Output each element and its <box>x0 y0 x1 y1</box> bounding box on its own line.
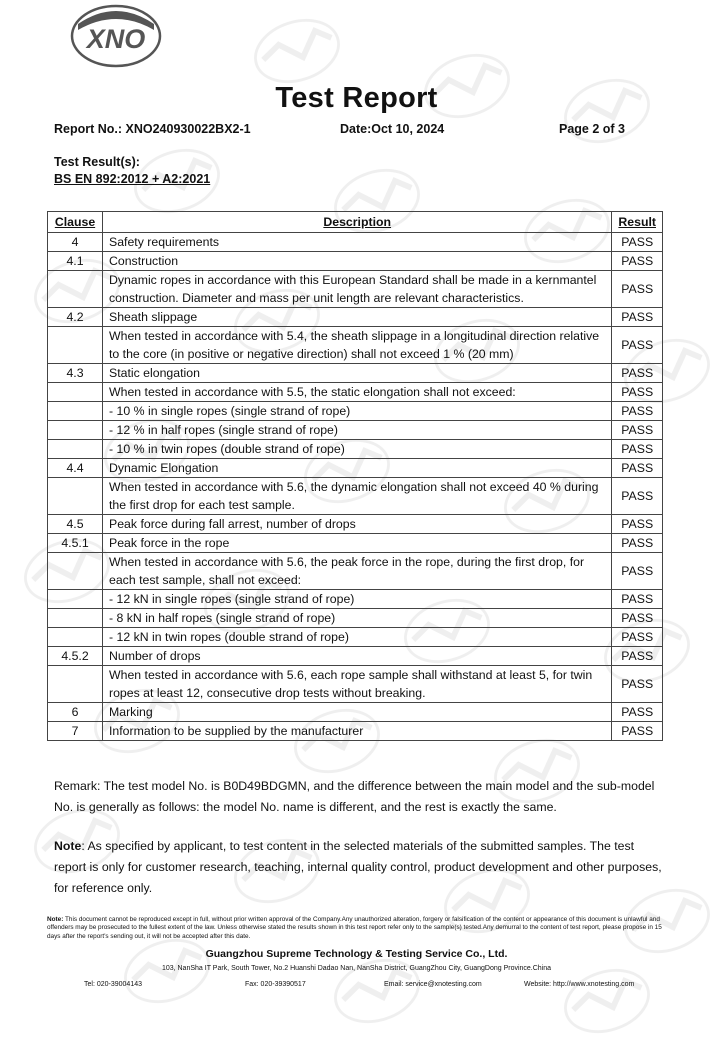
clause-cell <box>48 402 103 421</box>
table-row <box>48 647 663 666</box>
clause-cell: 4.1 <box>48 252 103 271</box>
clause-cell <box>48 609 103 628</box>
result-cell: PASS <box>612 252 663 271</box>
description-cell: When tested in accordance with 5.4, the sheath slippage in a longitudinal direction relative to the core (in positive or negative direction) shall not exceed 1 % (20 mm) <box>103 327 612 364</box>
result-cell: PASS <box>612 515 663 534</box>
table-row <box>48 703 663 722</box>
clause-cell: 6 <box>48 703 103 722</box>
result-cell: PASS <box>612 383 663 402</box>
table-row <box>48 609 663 628</box>
result-cell: PASS <box>612 647 663 666</box>
clause-cell: 4.5.1 <box>48 534 103 553</box>
standard-reference: BS EN 892:2012 + A2:2021 <box>54 172 211 186</box>
result-cell: PASS <box>612 459 663 478</box>
clause-cell: 4.4 <box>48 459 103 478</box>
result-cell: PASS <box>612 440 663 459</box>
clause-cell: 4.3 <box>48 364 103 383</box>
result-cell: PASS <box>612 628 663 647</box>
result-cell: PASS <box>612 666 663 703</box>
table-row <box>48 722 663 741</box>
remark-text: Remark: The test model No. is B0D49BDGMN, and the difference between the main model and the sub-model No. is generally as follows: the model No. name is different, and the rest is exactly the same. <box>54 779 655 814</box>
clause-header: Clause <box>48 212 103 233</box>
description-cell: - 10 % in single ropes (single strand of rope) <box>103 402 612 421</box>
result-cell: PASS <box>612 703 663 722</box>
description-cell: Construction <box>103 252 612 271</box>
table-row <box>48 553 663 590</box>
result-cell: PASS <box>612 308 663 327</box>
logo-text: XNO <box>86 24 146 54</box>
clause-cell: 7 <box>48 722 103 741</box>
description-cell: Information to be supplied by the manufacturer <box>103 722 612 741</box>
result-cell: PASS <box>612 271 663 308</box>
table-row <box>48 628 663 647</box>
results-table <box>47 211 663 741</box>
clause-cell <box>48 590 103 609</box>
test-results-label: Test Result(s): <box>54 155 140 169</box>
description-cell: - 12 % in half ropes (single strand of rope) <box>103 421 612 440</box>
table-row <box>48 271 663 308</box>
clause-cell <box>48 440 103 459</box>
table-row <box>48 440 663 459</box>
description-cell: Peak force in the rope <box>103 534 612 553</box>
result-cell: PASS <box>612 364 663 383</box>
clause-cell: 4.5.2 <box>48 647 103 666</box>
description-cell: Safety requirements <box>103 233 612 252</box>
result-cell: PASS <box>612 327 663 364</box>
table-row <box>48 534 663 553</box>
clause-cell <box>48 327 103 364</box>
result-cell: PASS <box>612 478 663 515</box>
result-cell: PASS <box>612 722 663 741</box>
table-row <box>48 478 663 515</box>
note-label: Note <box>54 839 82 853</box>
result-cell: PASS <box>612 590 663 609</box>
clause-cell <box>48 628 103 647</box>
description-cell: - 10 % in twin ropes (double strand of rope) <box>103 440 612 459</box>
clause-cell: 4 <box>48 233 103 252</box>
description-cell: - 8 kN in half ropes (single strand of rope) <box>103 609 612 628</box>
description-cell: Static elongation <box>103 364 612 383</box>
result-cell: PASS <box>612 233 663 252</box>
description-cell: Peak force during fall arrest, number of drops <box>103 515 612 534</box>
telephone: Tel: 020-39004143 <box>84 981 142 988</box>
table-row <box>48 459 663 478</box>
result-cell: PASS <box>612 402 663 421</box>
description-cell: Marking <box>103 703 612 722</box>
legal-footnote <box>47 916 667 941</box>
description-cell: When tested in accordance with 5.6, the dynamic elongation shall not exceed 40 % during the first drop for each test sample. <box>103 478 612 515</box>
table-row <box>48 590 663 609</box>
description-header: Description <box>103 212 612 233</box>
table-row <box>48 327 663 364</box>
website: Website: http://www.xnotesting.com <box>524 981 635 988</box>
report-date: Date:Oct 10, 2024 <box>340 122 445 136</box>
description-cell: - 12 kN in single ropes (single strand of rope) <box>103 590 612 609</box>
result-cell: PASS <box>612 421 663 440</box>
page-title: Test Report <box>275 82 438 114</box>
result-cell: PASS <box>612 534 663 553</box>
note-text: : As specified by applicant, to test content in the selected materials of the submitted samples. The test report is only for customer research, teaching, internal quality control, product development and other purposes, for reference only. <box>54 839 662 895</box>
description-cell: Sheath slippage <box>103 308 612 327</box>
company-address: 103, NanSha IT Park, South Tower, No.2 Huanshi Dadao Nan, NanSha District, GuangZhou City, GuangDong Province.China <box>161 965 552 972</box>
table-row <box>48 364 663 383</box>
report-number: Report No.: XNO240930022BX2-1 <box>54 122 251 136</box>
email: Email: service@xnotesting.com <box>384 981 482 988</box>
footnote-label: Note: <box>47 916 64 923</box>
table-row <box>48 308 663 327</box>
description-cell: Number of drops <box>103 647 612 666</box>
clause-cell <box>48 421 103 440</box>
page-number: Page 2 of 3 <box>559 122 625 136</box>
result-cell: PASS <box>612 553 663 590</box>
description-cell: Dynamic Elongation <box>103 459 612 478</box>
company-name: Guangzhou Supreme Technology & Testing Service Co., Ltd. <box>205 948 508 960</box>
company-logo <box>70 4 162 68</box>
description-cell: When tested in accordance with 5.6, each rope sample shall withstand at least 5, for twin ropes at least 12, consecutive drop tests without breaking. <box>103 666 612 703</box>
table-row <box>48 383 663 402</box>
description-cell: When tested in accordance with 5.5, the static elongation shall not exceed: <box>103 383 612 402</box>
table-row <box>48 421 663 440</box>
table-row <box>48 402 663 421</box>
clause-cell <box>48 478 103 515</box>
clause-cell <box>48 666 103 703</box>
table-header-row <box>48 212 663 233</box>
table-row <box>48 252 663 271</box>
clause-cell: 4.2 <box>48 308 103 327</box>
result-cell: PASS <box>612 609 663 628</box>
clause-cell <box>48 553 103 590</box>
description-cell: - 12 kN in twin ropes (double strand of rope) <box>103 628 612 647</box>
clause-cell <box>48 383 103 402</box>
description-cell: When tested in accordance with 5.6, the peak force in the rope, during the first drop, for each test sample, shall not exceed: <box>103 553 612 590</box>
table-row <box>48 233 663 252</box>
fax: Fax: 020-39390517 <box>245 981 306 988</box>
footnote-text: This document cannot be reproduced except in full, without prior written approval of the Company.Any unauthorized alteration, forgery or falsification of the content or appearance of this document is unlawful and offenders may be prosecuted to the fullest extent of the law. Unless otherwise stated the results shown in this test report refer only to the sample(s) tested.Any demurral to the content of test report, please propose in 15 days after the report's sending out, it will not be accepted after this date. <box>47 916 662 940</box>
clause-cell <box>48 271 103 308</box>
table-row <box>48 666 663 703</box>
description-cell: Dynamic ropes in accordance with this European Standard shall be made in a kernmantel construction. Diameter and mass per unit length are relevant characteristics. <box>103 271 612 308</box>
note-paragraph <box>54 836 664 899</box>
clause-cell: 4.5 <box>48 515 103 534</box>
table-row <box>48 515 663 534</box>
watermark-logo <box>323 947 432 1035</box>
result-header: Result <box>612 212 663 233</box>
